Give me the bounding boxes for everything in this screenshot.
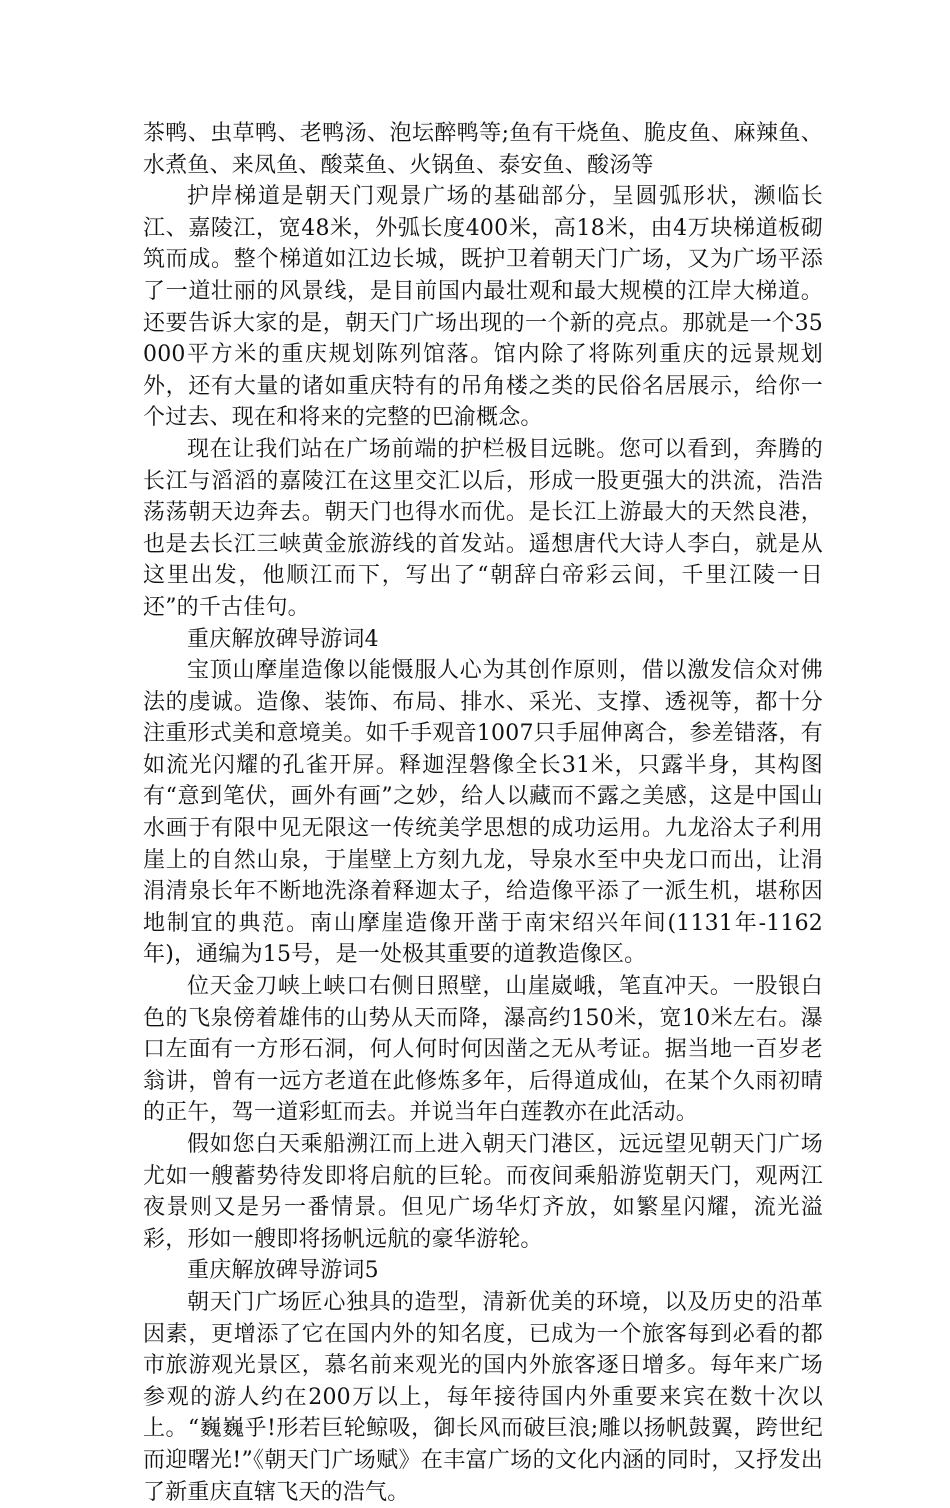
document-page — [143, 118, 823, 1508]
paragraph-duck-fish-dishes: 茶鸭、虫草鸭、老鸭汤、泡坛醉鸭等;鱼有干烧鱼、脆皮鱼、麻辣鱼、水煮鱼、来凤鱼、酸菜鱼、火锅鱼、泰安鱼、酸汤等 — [143, 121, 823, 178]
section-heading-5: 重庆解放碑导游词5 — [187, 1258, 379, 1284]
section-heading-4: 重庆解放碑导游词4 — [187, 626, 379, 652]
paragraph-river-view: 现在让我们站在广场前端的护栏极目远眺。您可以看到，奔腾的长江与滔滔的嘉陵江在这里交汇以后，形成一股更强大的洪流，浩浩荡荡朝天边奔去。朝天门也得水而优。是长江上游最大的天然良港，也是去长江三峡黄金旅游线的首发站。遥想唐代大诗人李白，就是从这里出发，他顺江而下，写出了“朝辞白帝彩云间，千里江陵一日还”的千古佳句。 — [143, 436, 823, 620]
paragraph-chaotianmen-square: 朝天门广场匠心独具的造型，清新优美的环境，以及历史的沿革因素，更增添了它在国内外的知名度，已成为一个旅客每到必看的都市旅游观光景区，慕名前来观光的国内外旅客逐日增多。每年来广场参观的游人约在200万以上，每年接待国内外重要来宾在数十次以上。“巍巍乎!形若巨轮鲸吸，御长风而破巨浪;雕以扬帆鼓翼，跨世纪而迎曙光!”《朝天门广场赋》在丰富广场的文化内涵的同时，又抒发出了新重庆直辖飞天的浩气。 — [143, 1289, 823, 1505]
paragraph-baoding-carvings: 宝顶山摩崖造像以能慑服人心为其创作原则，借以激发信众对佛法的虔诚。造像、装饰、布局、排水、采光、支撑、透视等，都十分注重形式美和意境美。如千手观音1007只手屈伸离合，参差错落，有如流光闪耀的孔雀开屏。释迦涅磐像全长31米，只露半身，其构图有“意到笔伏，画外有画”之妙，给人以藏而不露之美感，这是中国山水画于有限中见无限这一传统美学思想的成功运用。九龙浴太子利用崖上的自然山泉，于崖壁上方刻九龙，导泉水至中央龙口而出，让涓涓清泉长年不断地洗涤着释迦太子，给造像平添了一派生机，堪称因地制宜的典范。南山摩崖造像开凿于南宋绍兴年间(1131年-1162年)，通编为15号，是一处极其重要的道教造像区。 — [143, 658, 823, 968]
paragraph-riverbank-stairway: 护岸梯道是朝天门观景广场的基础部分，呈圆弧形状，濒临长江、嘉陵江，宽48米，外弧长度400米，高18米，由4万块梯道板砌筑而成。整个梯道如江边长城，既护卫着朝天门广场，又为广场平添了一道壮丽的风景线，是目前国内最壮观和最大规模的江岸大梯道。还要告诉大家的是，朝天门广场出现的一个新的亮点。那就是一个35000平方米的重庆规划陈列馆落。馆内除了将陈列重庆的远景规划外，还有大量的诸如重庆特有的吊角楼之类的民俗名居展示，给你一个过去、现在和将来的完整的巴渝概念。 — [143, 184, 823, 431]
paragraph-night-cruise: 假如您白天乘船溯江而上进入朝天门港区，远远望见朝天门广场尤如一艘蓄势待发即将启航的巨轮。而夜间乘船游览朝天门，观两江夜景则又是另一番情景。但见广场华灯齐放，如繁星闪耀，流光溢彩，形如一艘即将扬帆远航的豪华游轮。 — [143, 1132, 823, 1252]
paragraph-jindao-gorge: 位天金刀峡上峡口右侧日照壁，山崖崴峨，笔直冲天。一股银白色的飞泉傍着雄伟的山势从天而降，瀑高约150米，宽10米左右。瀑口左面有一方形石洞，何人何时何因凿之无从考证。据当地一百岁老翁讲，曾有一远方老道在此修炼多年，后得道成仙，在某个久雨初晴的正午，驾一道彩虹而去。并说当年白莲教亦在此活动。 — [143, 974, 823, 1126]
